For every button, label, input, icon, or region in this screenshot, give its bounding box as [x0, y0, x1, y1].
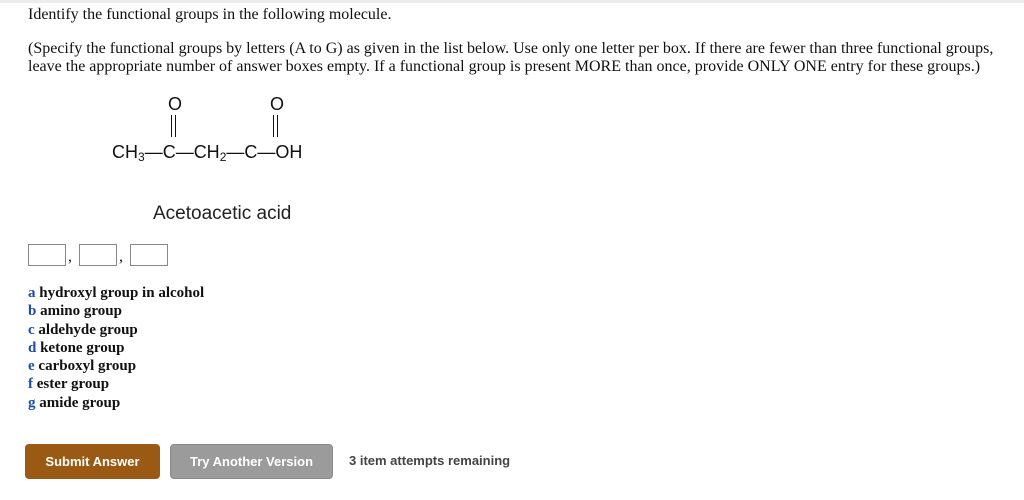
option-letter: f [28, 376, 33, 393]
top-divider [0, 0, 1024, 3]
answer-separator: , [68, 248, 72, 265]
option-letter: c [28, 321, 35, 338]
option-item [28, 284, 204, 302]
option-item [28, 357, 204, 375]
question-instructions: (Specify the functional groups by letters (A to G) as given in the list below. Use only one letter per box. If there are fewer than three functional groups, leave the appropriate number of answer boxes empty. If a functional group is present MORE than once, provide ONLY ONE entry for these groups.) [28, 40, 994, 75]
carboxyl-double-bond [273, 115, 278, 137]
ketone-double-bond [171, 115, 176, 137]
molecule-structure [108, 90, 358, 180]
option-label: ketone group [40, 339, 125, 356]
option-item [28, 375, 204, 393]
option-letter: a [28, 285, 36, 301]
carboxyl-oxygen: O [270, 94, 285, 114]
option-item [28, 339, 204, 357]
answer-box-3[interactable] [130, 244, 168, 266]
try-another-version-button[interactable]: Try Another Version [170, 444, 333, 479]
option-label: amide group [39, 394, 121, 411]
option-label: ester group [36, 376, 110, 393]
option-label: hydroxyl group in alcohol [39, 285, 205, 301]
carboxyl-carbon: C [244, 142, 258, 162]
single-bond: — [175, 142, 194, 162]
option-label: amino group [40, 303, 122, 320]
ketone-carbon: C [162, 142, 176, 162]
ch3-group: $CH_3$ [112, 142, 145, 164]
oh-group: OH [275, 142, 303, 162]
option-item [28, 321, 204, 339]
option-letter: e [28, 358, 35, 375]
option-letter: d [28, 339, 37, 356]
functional-group-list [28, 284, 204, 412]
submit-answer-button[interactable]: Submit Answer [25, 444, 160, 479]
option-label: aldehyde group [38, 321, 138, 338]
answer-box-2[interactable] [79, 244, 117, 266]
ketone-oxygen: O [168, 94, 183, 114]
ch2-group: $CH_2$ [193, 142, 227, 164]
option-letter: g [28, 394, 36, 411]
answer-box-1[interactable] [28, 244, 66, 266]
option-item [28, 302, 204, 320]
option-letter: b [28, 303, 37, 320]
answer-separator: , [119, 248, 123, 265]
single-bond: — [226, 142, 245, 162]
option-label: carboxyl group [38, 358, 137, 375]
compound-name: Acetoacetic acid [153, 203, 292, 224]
question-prompt: Identify the functional groups in the following molecule. [28, 6, 392, 23]
molecule-chain [112, 142, 302, 164]
option-item [28, 394, 204, 412]
single-bond: — [257, 142, 276, 162]
single-bond: — [144, 142, 163, 162]
attempts-remaining-text: 3 item attempts remaining [349, 453, 511, 468]
